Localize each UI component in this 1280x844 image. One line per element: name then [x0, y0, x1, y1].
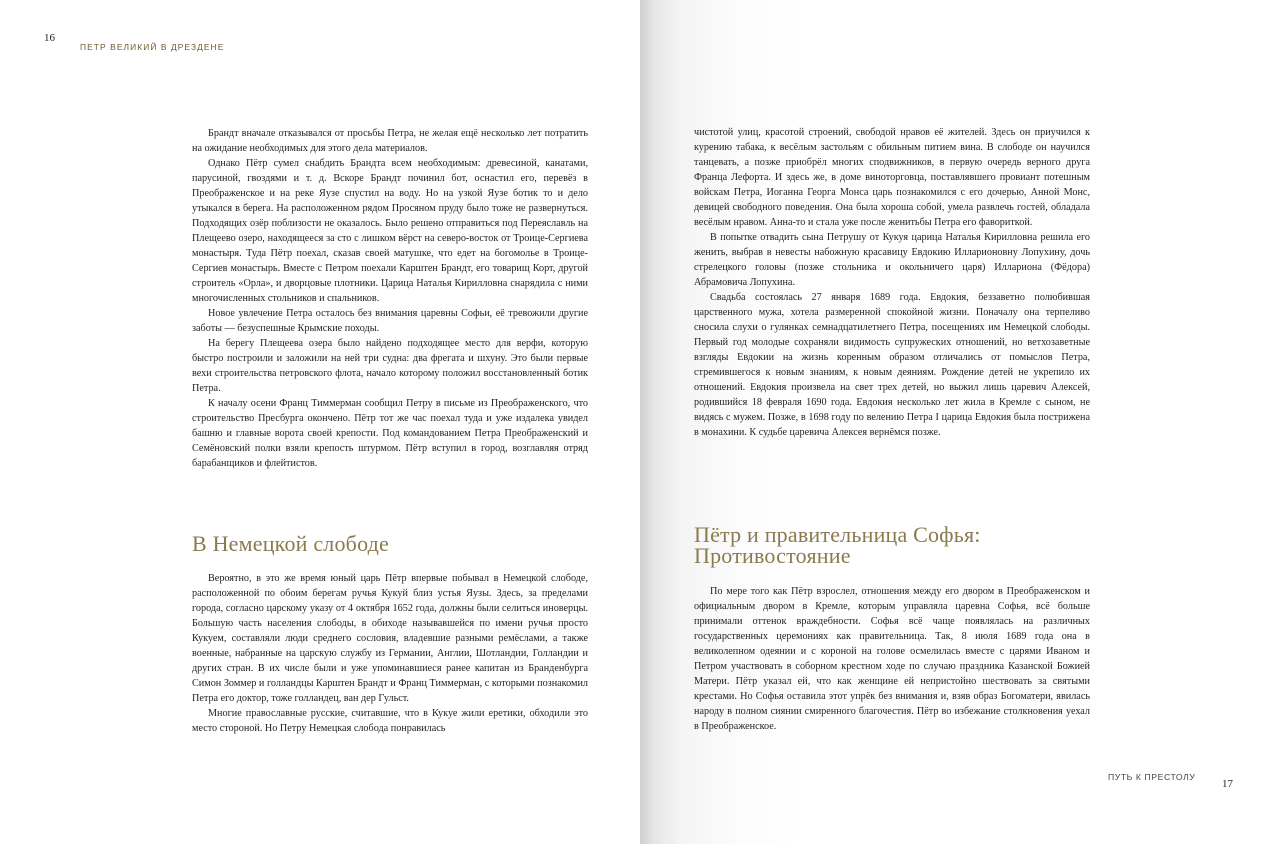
right-body-bottom [694, 584, 1090, 734]
page-number-left: 16 [44, 32, 55, 44]
heading-line: Пётр и правительница Софья: [694, 522, 981, 547]
left-body-top [192, 126, 588, 471]
paragraph: В попытке отвадить сына Петрушу от Кукуя царица Наталья Кирилловна решила его женить, выбрав в невесты набожную красавицу Евдокию Илларионовну Лопухину, дочь стрелецкого головы (позже стольника и окольничего царя) Иллариона (Фёдора) Абрамовича Лопухина. [694, 232, 1090, 288]
running-head-right: ПУТЬ К ПРЕСТОЛУ [1108, 772, 1196, 782]
page-number-right: 17 [1222, 778, 1233, 790]
section-heading-right [694, 524, 1094, 566]
paragraph: На берегу Плещеева озера было найдено подходящее место для верфи, которую быстро построили и заложили на ней три судна: два фрегата и шхуну. Это были первые вехи строительства петровского флота, начало которому положил восстановленный ботик Петра. [192, 338, 588, 394]
paragraph: К началу осени Франц Тиммерман сообщил Петру в письме из Преображенского, что строительство Пресбурга окончено. Пётр тот же час поехал туда и уже издалека увидел башню и главные ворота своей крепости. Под командованием Петра Преображенский и Семёновский полки взяли крепость штурмом. Пётр вступил в город, возглавляя отряд барабанщиков и флейтистов. [192, 398, 588, 469]
running-head-left: ПЕТР ВЕЛИКИЙ В ДРЕЗДЕНЕ [80, 42, 225, 52]
paragraph: Однако Пётр сумел снабдить Брандта всем необходимым: древесиной, канатами, парусиной, гвоздями и т. д. Вскоре Брандт починил бот, оснастил его, перевёз в Преображенское и на реке Яузе спустил на воду. Но на узкой Яузе ботик то и дело утыкался в берега. На расположенном рядом Просяном пруду было тоже не развернуться. Подходящих озёр поблизости не оказалось. Было решено отправиться под Переяславль на Плещеево озеро, находящееся за сто с лишком вёрст на северо-восток от Троице-Сергиева монастыря. Туда Пётр поехал, сказав своей матушке, что едет на богомолье в Троице-Сергиев монастырь. Вместе с Петром поехали Карштен Брандт, его товарищ Корт, другой строитель «Орла», и дворцовые плотники. Царица Наталья Кирилловна снарядила с ними многочисленных стольников и спальников. [192, 158, 588, 304]
heading-line: Противостояние [694, 543, 851, 568]
paragraph: Вероятно, в это же время юный царь Пётр впервые побывал в Немецкой слободе, расположенной по обоим берегам ручья Кукуй близ устья Яузы. Здесь, за пределами города, согласно царскому указу от 4 октября 1652 года, должны были селиться иноверцы. Большую часть населения слободы, в обиходе называвшейся по имени ручья просто Кукуем, составляли люди среднего сословия, владевшие разными ремёслами, а также военные, набранные на царскую службу из Германии, Англии, Шотландии, Голландии и других стран. В их числе были и уже упоминавшиеся ранее капитан из Бранденбурга Симон Зоммер и голландцы Карштен Брандт и Франц Тиммерман, с которыми познакомил Петра его доктор, тоже голландец, ван дер Гульст. [192, 573, 588, 704]
section-heading-left: В Немецкой слободе [192, 531, 389, 556]
paragraph: Брандт вначале отказывался от просьбы Петра, не желая ещё несколько лет потратить на ожидание необходимых для этого дела материалов. [192, 128, 588, 154]
paragraph: Новое увлечение Петра осталось без внимания царевны Софьи, её тревожили другие заботы — безуспешные Крымские походы. [192, 308, 588, 334]
right-body-top [694, 125, 1090, 440]
paragraph: Свадьба состоялась 27 января 1689 года. Евдокия, беззаветно полюбившая царственного мужа, хотела размеренной спокойной жизни. Поначалу она терпеливо сносила слухи о гулянках семнадцатилетнего Петра, посещениях им Немецкой слободы. Первый год молодые сохраняли видимость супружеских отношений, но ветхозаветные взгляды Евдокии на жизнь коренным образом отличались от помыслов Петра, стремившегося к новым знаниям, к новым деяниям. Рождение детей не укрепило их отношений. Евдокия произвела на свет трех детей, но выжил лишь царевич Алексей, родившийся 18 февраля 1690 года. Евдокия несколько лет жила в Кремле с сыном, не видясь с мужем. Позже, в 1698 году по велению Петра I царица Евдокия была пострижена в монахини. К судьбе царевича Алексея вернёмся позже. [694, 292, 1090, 438]
paragraph: По мере того как Пётр взрослел, отношения между его двором в Преображенском и официальным двором в Кремле, которым управляла царевна Софья, всё больше принимали оттенок враждебности. Софья всё чаще появлялась на различных государственных церемониях как правительница. Так, 8 июля 1689 года она в великолепном одеянии и с короной на голове осмелилась вместе с царями Иваном и Петром участвовать в соборном крестном ходе по случаю праздника Казанской Божией Матери. Пётр указал ей, что как женщине ей непристойно шествовать за святыми крестами. Но Софья оставила этот упрёк без внимания и, взяв образ Богоматери, явилась народу в полном сиянии смиренного благочестия. Пётр во избежание столкновения уехал в Преображенское. [694, 586, 1090, 732]
paragraph: чистотой улиц, красотой строений, свободой нравов её жителей. Здесь он приучился к курению табака, к весёлым застольям с обильным питием вина. В слободе он научился танцевать, а позже приобрёл многих сподвижников, в первую очередь верного друга Франца Лефорта. И здесь же, в доме виноторговца, поставлявшего провиант потешным войскам Петра, Иоганна Георга Монса царь познакомился с его дочерью, Анной Монс, девицей свободного поведения. Она была хороша собой, умела развлечь гостей, обладала весёлым нравом. Анна-то и стала уже после женитьбы Петра его фавориткой. [694, 127, 1090, 228]
left-body-bottom [192, 571, 588, 736]
paragraph: Многие православные русские, считавшие, что в Кукуе жили еретики, обходили это место стороной. Но Петру Немецкая слобода понравилась [192, 708, 588, 734]
right-page [640, 0, 1280, 844]
